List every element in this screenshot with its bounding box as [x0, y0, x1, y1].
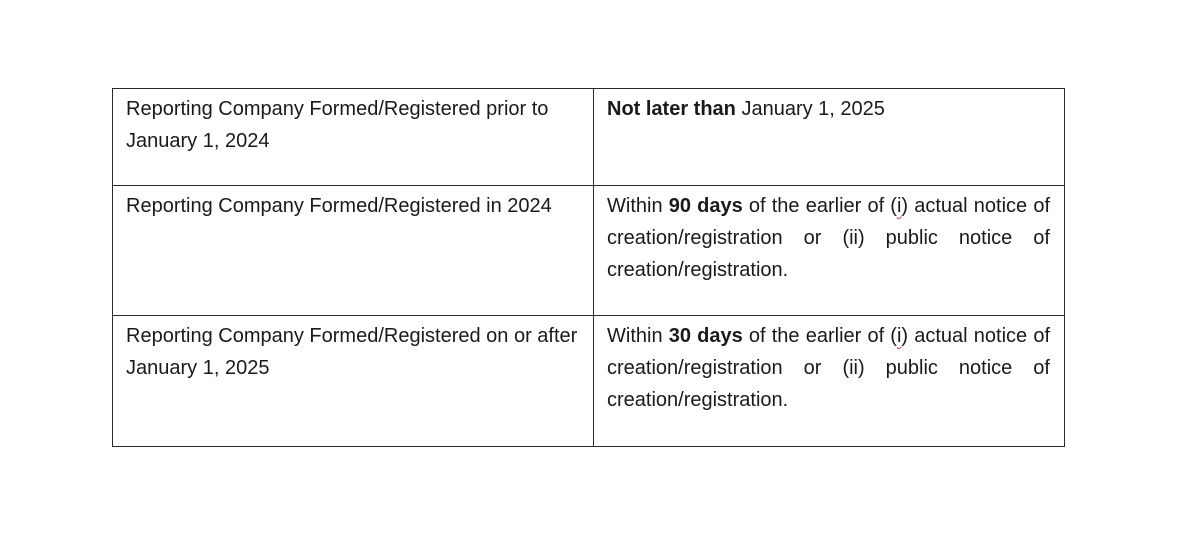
spellcheck-flagged-word: i — [896, 195, 902, 217]
filing-deadline-cell — [594, 186, 1065, 316]
company-formation-label: Reporting Company Formed/Registered on or after January 1, 2025 — [126, 325, 578, 379]
filing-deadline-cell — [594, 89, 1065, 186]
spellcheck-flagged-word: i — [896, 325, 902, 347]
company-formation-label: Reporting Company Formed/Registered in 2024 — [126, 195, 552, 217]
deadline-text-mid: of the earlier of ( — [742, 325, 897, 347]
table-row — [113, 186, 1065, 316]
company-formation-label: Reporting Company Formed/Registered prior to January 1, 2024 — [126, 98, 549, 152]
deadline-text: January 1, 2025 — [735, 98, 885, 120]
company-formation-cell — [113, 186, 594, 316]
deadline-text-post: ) actual notice of creation/registration or (ii) public notice of creation/registration. — [607, 195, 1050, 281]
deadline-emphasis: Not later than — [607, 98, 736, 120]
deadline-days: 90 days — [668, 195, 743, 217]
deadline-days: 30 days — [668, 325, 743, 347]
deadline-text-pre: Within — [607, 325, 669, 347]
company-formation-cell — [113, 316, 594, 447]
table-row — [113, 89, 1065, 186]
filing-deadline-table — [112, 88, 1065, 447]
company-formation-cell — [113, 89, 594, 186]
deadline-text-pre: Within — [607, 195, 669, 217]
filing-deadline-cell — [594, 316, 1065, 447]
deadline-text-mid: of the earlier of ( — [742, 195, 897, 217]
table-row — [113, 316, 1065, 447]
deadline-text-post: ) actual notice of creation/registration or (ii) public notice of creation/registration. — [607, 325, 1050, 411]
